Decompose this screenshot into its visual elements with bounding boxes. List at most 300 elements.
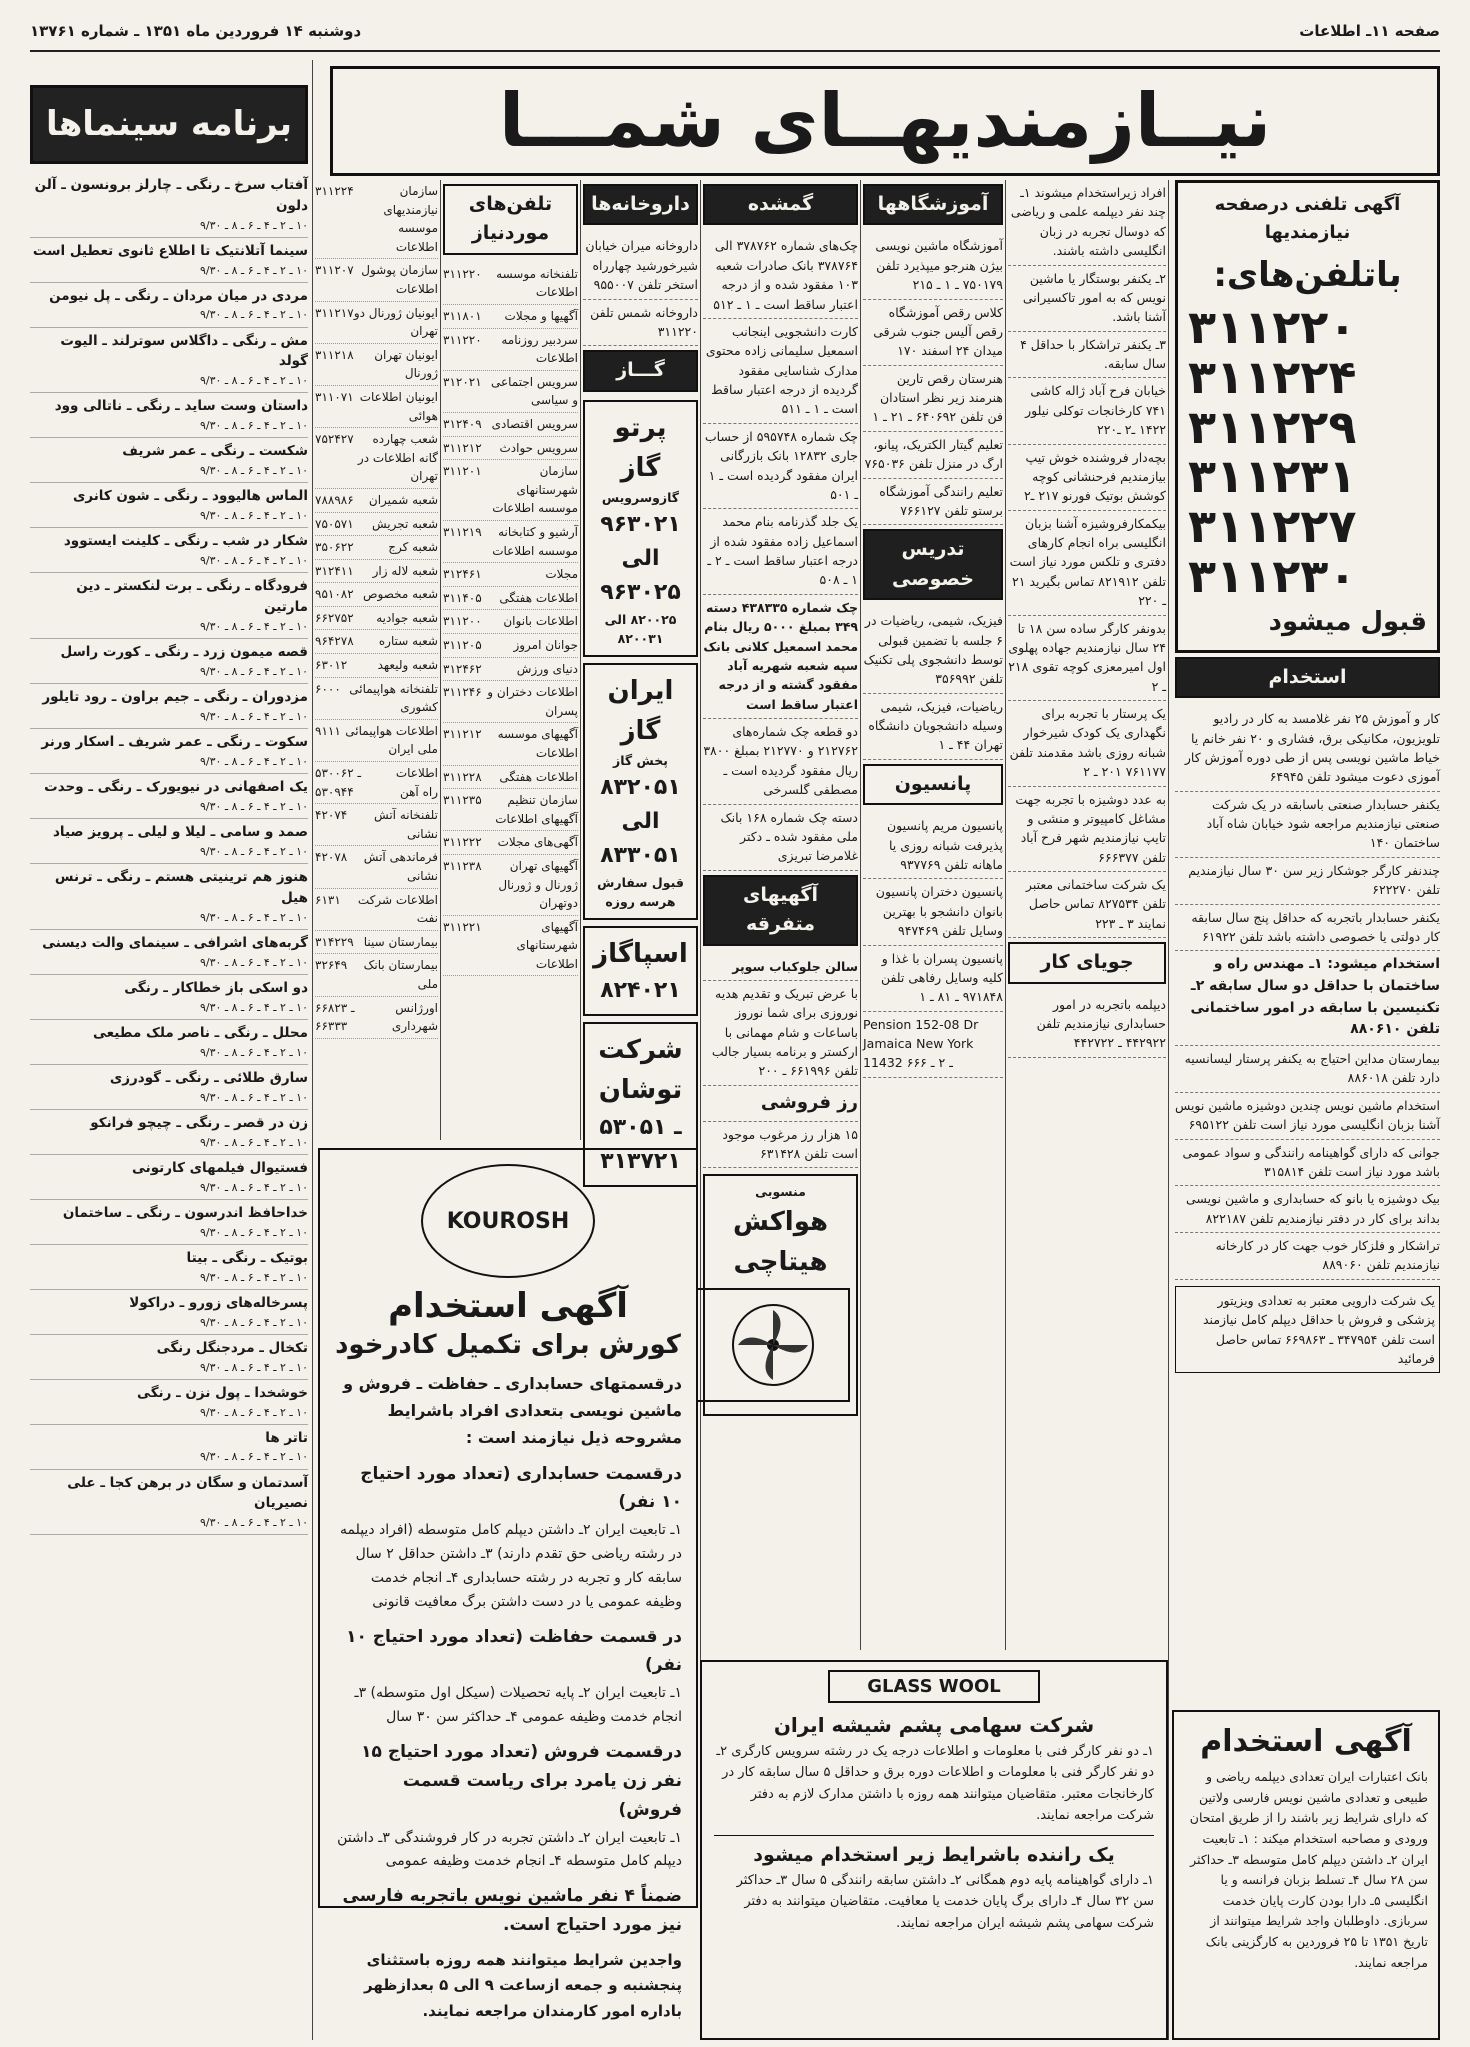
directory-number: ۳۱۱۲۱۲ xyxy=(443,440,482,455)
directory-row xyxy=(443,437,578,461)
directory-number: ۳۱۱۲۱۹ xyxy=(443,525,482,539)
classified-entry: ۳ـ یکنفر تراشکار با حداقل ۴ سال سابقه. xyxy=(1008,332,1166,379)
directory-label: آگهی‌های مجلات xyxy=(497,835,578,850)
ad-title: سالن جلوکباب سوپر xyxy=(703,954,858,981)
directory-label: اطلاعات هفتگی xyxy=(499,769,578,784)
classified-entry: به عدد دوشیزه با تجربه جهت مشاغل کامپیوتر و منشی و تایپ نیازمندیم شهر فرح آباد تلفن ۶۶۶۳۷۷ xyxy=(1008,787,1166,873)
cinema-column xyxy=(30,85,308,2040)
kourosh-section-body: ۱ـ تابعیت ایران ۲ـ پایه تحصیلات (سیکل اول متوسطه) ۳ـ انجام خدمت وظیفه عمومی ۴ـ حداکثر سن ۳۰ سال xyxy=(354,1685,682,1726)
directory-label: سازمان شهرستانهای موسسه اطلاعات xyxy=(492,464,578,516)
divider xyxy=(1168,180,1169,2040)
directory-label: ایونیان ژورنال دو تهران xyxy=(353,305,438,339)
classified-entry: چک‌های شماره ۳۷۸۷۶۲ الی ۳۷۸۷۶۴ بانک صادرات شعبه ۱۰۳ مفقود شده و از درجه اعتبار ساقط است ـ ۱ ـ ۵۱۲ xyxy=(703,233,858,319)
classified-entry: آموزشگاه ماشین نویسی بیژن هنرجو میپذیرد تلفن ۷۵۰۱۷۹ ـ ۱ ـ ۲۱۵ xyxy=(863,233,1003,299)
showtimes: ۱۰ ـ ۲ ـ ۴ ـ ۶ ـ ۸ ـ ۹/۳۰ xyxy=(199,419,308,433)
classifieds-banner xyxy=(330,66,1440,176)
cinema-listing xyxy=(30,975,308,1020)
directory-number: ۳۱۱۲۰۷ xyxy=(315,263,354,278)
directory-row xyxy=(443,413,578,437)
classified-entry: تعلیم رانندگی آموزشگاه برستو تلفن ۷۶۶۱۲۷ xyxy=(863,479,1003,526)
divider xyxy=(440,180,441,1140)
directory-number: ۳۱۲۴۶۱ xyxy=(443,567,482,582)
showtimes: ۱۰ ـ ۲ ـ ۴ ـ ۶ ـ ۸ ـ ۹/۳۰ xyxy=(199,1270,308,1284)
gas-ad-sub: پخش گاز xyxy=(613,753,668,769)
film-title: شکار در شب ـ رنگی ـ کلینت ایستوود xyxy=(63,533,308,550)
directory-label: اطلاعات دختران و پسران xyxy=(487,685,578,718)
page-number: صفحه ۱۱ـ اطلاعات xyxy=(1299,22,1440,40)
bank-ad-body: بانک اعتبارات ایران تعدادی دیپلمه ریاضی و طبیعی و تعدادی ماشین نویس فارسی ولاتین که دارای شرایط زیر باشند را از طریق امتحان ورودی و مصاحبه استخدام میکند : ۱ـ تابعیت ایران ۲ـ داشتن دیپلم کامل متوسطه ۳ـ حداکثر سن ۲۸ سال ۴ـ تسلط بزبان فرانسه و یا انگلیسی ۵ـ دارا بودن کارت پایان خدمت سربازی. داوطلبان واجد شرایط میتوانند از تاریخ ۱۳۵۱ تا ۲۵ فروردین به کارگزینی بانک مراجعه نمایند. xyxy=(1189,1769,1428,1970)
cinema-listing xyxy=(30,393,308,438)
directory-label: شعبه ستاره xyxy=(378,634,438,649)
directory-row xyxy=(315,489,438,513)
directory-number: ۳۱۱۲۲۲ xyxy=(443,835,482,850)
film-title: آسدتمان و سگان در برهن کجا ـ علی نصیریان xyxy=(67,1474,308,1512)
directory-number: ۶۰۰۰ xyxy=(315,681,341,696)
directory-label: شعبه شمیران xyxy=(368,492,438,507)
cinema-listing xyxy=(30,573,308,639)
ad-title: رز فروشی xyxy=(703,1086,858,1122)
directory-label: اطلاعات هفتگی xyxy=(499,590,578,605)
classified-entry: یکنفر حسابدار باتجربه که حداقل پنج سال سابقه کار دولتی یا خصوصی داشته باشد تلفن ۶۱۹۲۲ xyxy=(1175,905,1440,952)
showtimes: ۱۰ ـ ۲ ـ ۴ ـ ۶ ـ ۸ ـ ۹/۳۰ xyxy=(199,1225,308,1239)
gas-ad-name: ایران گاز xyxy=(607,675,674,747)
divider xyxy=(860,180,861,1650)
classified-entry: ۱۵ هزار رز مرغوب موجود است تلفن ۶۳۱۴۲۸ xyxy=(703,1122,858,1169)
directory-label: بیمارستان بانک ملی xyxy=(363,958,438,991)
divider xyxy=(312,60,313,2040)
film-title: سکوت ـ رنگی ـ عمر شریف ـ اسکار ورنر xyxy=(41,734,308,751)
pharmacy-entry: داروخانه میران خیابان شیرخورشید چهارراه استخر تلفن ۹۵۵۰۰۷ xyxy=(583,233,698,299)
showtimes: ۱۰ ـ ۲ ـ ۴ ـ ۶ ـ ۸ ـ ۹/۳۰ xyxy=(199,1516,308,1530)
glass-wool-ad xyxy=(700,1660,1168,2040)
film-title: شکست ـ رنگی ـ عمر شریف xyxy=(122,443,308,460)
gas-ad-phones: ۹۶۳۰۲۱ الی ۹۶۳۰۲۵ xyxy=(600,511,681,605)
directory-number: ۹۵۱۰۸۲ xyxy=(315,587,354,602)
gas-ad-phones: ۵۳۰۵۱ ـ ۳۱۳۷۲۱ xyxy=(599,1114,682,1174)
directory-number: ۳۲۶۴۹ xyxy=(315,958,348,973)
directory-row xyxy=(315,630,438,654)
hitachi-fan-ad xyxy=(703,1174,858,1416)
directory-row xyxy=(315,513,438,537)
page-header xyxy=(30,22,1440,46)
directory-number: ۳۱۲۴۰۹ xyxy=(443,417,482,432)
cinema-listing xyxy=(30,1065,308,1110)
directory-number: ۳۱۱۲۳۵ xyxy=(443,793,482,808)
classified-entry: هنرستان رقص تارین هنرمند زیر نظر استادان فن تلفن ۶۴۰۶۹۲ ـ ۲۱ ـ ۱ xyxy=(863,366,1003,432)
directory-number: ۶۳۰۱۲ xyxy=(315,658,348,673)
kourosh-footer: واجدین شرایط میتوانند همه روزه باستثنای پنجشنبه و جمعه ازساعت ۹ الی ۵ بعدازظهر باداره امور کارمندان مراجعه نمایند. xyxy=(364,1950,682,2020)
directory-row xyxy=(443,305,578,329)
fan-icon xyxy=(696,1288,850,1402)
directory-number: ۳۱۱۲۰۱ xyxy=(443,464,482,479)
directory-number: ۷۸۸۹۸۶ xyxy=(315,492,354,507)
directory-row xyxy=(443,563,578,587)
directory-label: تلفنخانه هواپیمائی کشوری xyxy=(349,681,438,715)
column-3 xyxy=(703,180,858,1650)
showtimes: ۱۰ ـ ۲ ـ ۴ ـ ۶ ـ ۸ ـ ۹/۳۰ xyxy=(199,1450,308,1464)
cinema-list xyxy=(30,172,308,1536)
directory-label: آرشیو و کتابخانه موسسه اطلاعات xyxy=(492,525,578,558)
showtimes: ۱۰ ـ ۲ ـ ۴ ـ ۶ ـ ۸ ـ ۹/۳۰ xyxy=(199,710,308,724)
cinema-listing xyxy=(30,1200,308,1245)
film-title: خوشخدا ـ پول نزن ـ رنگی xyxy=(137,1384,308,1401)
directory-number: ۳۱۱۲۱۷ xyxy=(315,305,354,320)
directory-row xyxy=(315,931,438,955)
film-title: تاتر ها xyxy=(265,1429,308,1446)
cinema-listing xyxy=(30,528,308,573)
divider xyxy=(580,180,581,1140)
film-title: یک اصفهانی در نیویورک ـ رنگی ـ وحدت xyxy=(44,779,308,796)
directory-number: ۳۱۱۲۲۰ xyxy=(443,266,482,281)
section-heading-tadris: تدریس خصوصی xyxy=(863,529,1003,600)
directory-row xyxy=(315,762,438,804)
phones-line2: باتلفن‌های: xyxy=(1213,254,1402,295)
film-title: دو اسکی باز خطاکار ـ رنگی xyxy=(124,979,308,996)
section-heading-jooyay-kar: جویای کار xyxy=(1008,942,1166,983)
cinema-listing xyxy=(30,1245,308,1290)
film-title: آفتاب سرخ ـ رنگی ـ چارلز برونسون ـ آلن دلون xyxy=(34,176,308,214)
directory-label: شعبه مخصوص xyxy=(363,587,438,602)
film-title: زن در قصر ـ رنگی ـ چیچو فرانکو xyxy=(90,1114,308,1131)
cinema-heading: برنامه سینماها xyxy=(30,85,308,164)
glass-wool-body: ۱ـ دو نفر کارگر فنی با معلومات و اطلاعات درجه یک در رشته سرویس کارگری ۲ـ دو نفر کارگر فنی با معلومات و اطلاعات دوره برق و حداقل ۵ سال سابقه کار در کارخانجات معتبر. متقاضیان میتوانند همه روزه با داشتن مدارک لازم به دفتر شرکت مراجعه نمایند. xyxy=(716,1744,1154,1824)
phone-directory xyxy=(315,180,438,1039)
kourosh-note: ضمناً ۴ نفر ماشین نویس باتجربه فارسی نیز مورد احتیاج است. xyxy=(342,1886,682,1936)
directory-label: آگهیهای شهرستانهای اطلاعات xyxy=(516,919,578,971)
kourosh-section-title: درقسمت فروش (تعداد مورد احتیاج ۱۵ نفر زن یامرد برای ریاست قسمت فروش) xyxy=(361,1741,682,1820)
directory-number: ۴۲۰۷۴ xyxy=(315,808,348,823)
directory-number: ۳۱۱۲۳۸ xyxy=(443,858,482,873)
cinema-listing xyxy=(30,1020,308,1065)
cinema-listing xyxy=(30,238,308,283)
directory-row xyxy=(315,804,438,846)
gas-ad-phones: ۸۳۲۰۵۱ الی ۸۳۳۰۵۱ xyxy=(600,774,681,868)
directory-label: اورژانس شهرداری xyxy=(391,1000,438,1034)
pharmacy-entry: داروخانه شمس تلفن ۳۱۱۲۲۰ xyxy=(583,300,698,347)
directory-row xyxy=(315,654,438,678)
section-heading-estekhdam: استخدام xyxy=(1175,657,1440,698)
cinema-listing xyxy=(30,1335,308,1380)
directory-row xyxy=(315,583,438,607)
classified-entry: تعلیم گیتار الکتریک، پیانو، ارگ در منزل تلفن ۷۶۵۰۳۶ xyxy=(863,432,1003,479)
glass-wool-logo: GLASS WOOL xyxy=(828,1670,1040,1703)
cinema-listing xyxy=(30,639,308,684)
directory-row xyxy=(315,954,438,996)
kourosh-title: آگهی استخدام xyxy=(388,1286,628,1326)
cinema-listing xyxy=(30,1110,308,1155)
gas-ad-name: پرتو گاز xyxy=(614,412,667,484)
classified-entry: کارت دانشجویی اینجانب اسمعیل سلیمانی زاده محتوی مدارک شناسایی مفقود گردیده از درجه اعتبار ساقط است ـ ۱ ـ ۵۱۱ xyxy=(703,319,858,424)
directory-number: ۷۵۲۴۲۷ xyxy=(315,432,354,447)
directory-number: ۳۱۲۴۱۱ xyxy=(315,563,354,578)
showtimes: ۱۰ ـ ۲ ـ ۴ ـ ۶ ـ ۸ ـ ۹/۳۰ xyxy=(199,665,308,679)
phone-number: ۳۱۱۲۲۴ xyxy=(1188,350,1357,405)
gas-ad-extra: قبول سفارش هرسه روزه xyxy=(597,875,684,910)
directory-label: آگهیهای موسسه اطلاعات xyxy=(497,727,578,760)
film-title: سارق طلائی ـ رنگی ـ گودرزی xyxy=(109,1069,308,1086)
directory-label: جوانان امروز xyxy=(513,637,578,652)
directory-number: ۵۳۰۰۶۲ ـ ۵۳۰۹۴۴ xyxy=(315,766,362,799)
directory-number: ۹۶۴۲۷۸ xyxy=(315,634,354,649)
directory-label: ایونیان اطلاعات هوائی xyxy=(359,389,438,423)
bank-employment-ad xyxy=(1172,1710,1440,2040)
directory-number: ۳۱۲۰۲۱ xyxy=(443,374,482,389)
gas-ad xyxy=(583,926,698,1016)
cinema-listing xyxy=(30,438,308,483)
directory-label: شعبه ولیعهد xyxy=(377,658,438,673)
directory-row xyxy=(315,560,438,584)
kourosh-section-body: ۱ـ تابعیت ایران ۲ـ داشتن تجربه در کار فروشندگی ۳ـ داشتن دیپلم کامل متوسطه ۴ـ انجام خدمت وظیفه عمومی xyxy=(337,1829,682,1870)
cinema-listing xyxy=(30,930,308,975)
directory-label: سازمان پوشول اطلاعات xyxy=(361,263,438,296)
directory-label: شعبه تجریش xyxy=(371,516,438,531)
kourosh-section-title: در قسمت حفاظت (تعداد مورد احتیاج ۱۰ نفر) xyxy=(346,1626,682,1676)
directory-label: سازمان تنظیم آگهیهای اطلاعات xyxy=(495,793,578,826)
classified-entry: با عرض تبریک و تقدیم هدیه نوروزی برای شما نوروز باساعات و شام مهمانی با ارکستر و برنامه بسیار جالب تلفن ۶۶۱۹۹۶ ـ ۲۰۰ xyxy=(703,981,858,1086)
directory-row xyxy=(315,720,438,762)
directory-number: ۳۱۱۲۲۱ xyxy=(443,919,482,934)
directory-number: ۷۵۰۵۷۱ xyxy=(315,516,354,531)
section-heading-telephones: تلفن‌های موردنیاز xyxy=(443,184,578,255)
classified-entry: کلاس رقص آموزشگاه رقص آلیس جنوب شرقی میدان ۲۴ اسفند ۱۷۰ xyxy=(863,300,1003,366)
classified-entry: یک شرکت ساختمانی معتبر تلفن ۸۲۷۵۳۴ تماس حاصل نمایند ۳ ـ ۲۲۳ xyxy=(1008,872,1166,938)
cinema-listing xyxy=(30,172,308,238)
classified-entry: پانسیون دختران پانسیون بانوان دانشجو با بهترین وسایل تلفن ۹۴۷۴۶۹ xyxy=(863,879,1003,945)
directory-label: سازمان نیازمندیهای موسسه اطلاعات xyxy=(383,184,438,254)
directory-label: سرویس حوادث xyxy=(499,440,578,455)
directory-number: ۳۱۱۲۲۴ xyxy=(315,184,354,198)
classified-entry: ریاضیات، فیزیک، شیمی وسیله دانشجویان دانشگاه تهران ۴۴ ـ ۱ xyxy=(863,694,1003,760)
classified-entry: جوانی که دارای گواهینامه رانندگی و سواد عمومی باشد مورد نیاز است تلفن ۳۱۵۸۱۴ xyxy=(1175,1140,1440,1187)
classified-entry: چک شماره ۴۳۸۳۳۵ دسته ۳۴۹ بمبلغ ۵۰۰۰ ریال بنام محمد اسمعیل کلانی بانک سپه شعبه شهریه آباد مفقود گشته و از درجه اعتبار ساقط است xyxy=(703,595,858,719)
section-heading-pansion: پانسیون xyxy=(863,764,1003,805)
glass-wool-title2: یک راننده باشرایط زیر استخدام میشود xyxy=(753,1843,1115,1866)
classified-entry: دو قطعه چک شماره‌های ۲۱۲۷۶۲ و ۲۱۲۷۷۰ بمبلغ ۳۸۰۰ ریال مفقود گردیده است ـ مصطفی گلسرخی xyxy=(703,719,858,805)
ac-title: هواکش هیتاچی xyxy=(732,1206,829,1278)
directory-row xyxy=(315,259,438,301)
showtimes: ۱۰ ـ ۲ ـ ۴ ـ ۶ ـ ۸ ـ ۹/۳۰ xyxy=(199,800,308,813)
phone-number: ۳۱۱۲۲۰ xyxy=(1188,300,1357,355)
directory-label: سرویس اقتصادی xyxy=(491,417,578,432)
film-title: مش ـ رنگی ـ داگلاس سوترلند ـ الیوت گولد xyxy=(60,332,308,370)
film-title: هنوز هم ترینیتی هستم ـ رنگی ـ ترنس هیل xyxy=(54,869,308,906)
bank-ad-title: آگهی استخدام xyxy=(1200,1724,1412,1759)
cinema-listing xyxy=(30,819,308,864)
showtimes: ۱۰ ـ ۲ ـ ۴ ـ ۶ ـ ۸ ـ ۹/۳۰ xyxy=(199,844,308,858)
directory-row xyxy=(443,634,578,658)
film-title: مزدوران ـ رنگی ـ جیم براون ـ رود تایلور xyxy=(42,689,308,706)
classified-entry: بیکمکارفروشیزه آشنا بزبان انگلیسی براه انجام کارهای دفتری و تلکس مورد نیاز است تلفن ۸۲۱۹۱۲ تماس بگیرید ۲۱ ـ ۲۲۰ xyxy=(1008,511,1166,616)
classified-entry: دسته چک شماره ۱۶۸ بانک ملی مفقود شده ـ دکتر غلامرضا تبریزی xyxy=(703,805,858,871)
gas-ad-sub: گازوسرویس xyxy=(601,490,680,506)
directory-row xyxy=(443,263,578,305)
film-title: محلل ـ رنگی ـ ناصر ملک مطیعی xyxy=(93,1024,308,1041)
kourosh-section-title: درقسمت حسابداری (تعداد مورد احتیاج ۱۰ نفر) xyxy=(360,1463,682,1513)
header-rule xyxy=(30,50,1440,52)
directory-number: ۶۶۸۲۳ ـ ۶۶۳۳۳ xyxy=(315,1000,355,1034)
classified-entry: بیمارستان مداین احتیاج به یکنفر پرستار لیسانسیه دارد تلفن ۸۸۶۰۱۸ xyxy=(1175,1046,1440,1093)
directory-label: دنیای ورزش xyxy=(516,661,578,676)
showtimes: ۱۰ ـ ۲ ـ ۴ ـ ۶ ـ ۸ ـ ۹/۳۰ xyxy=(199,1405,308,1419)
phone-numbers-box xyxy=(1175,180,1440,653)
directory-row xyxy=(443,371,578,413)
showtimes: ۱۰ ـ ۲ ـ ۴ ـ ۶ ـ ۸ ـ ۹/۳۰ xyxy=(199,308,308,322)
classified-entry: بیک دوشیزه یا بانو که حسابداری و ماشین نویسی بداند برای کار در دفتر نیازمندیم تلفن ۸۲۲۱۸۷ xyxy=(1175,1186,1440,1233)
classified-entry: یک پرستار با تجربه برای نگهداری یک کودک شیرخوار شبانه روزی باشد مقدمند تلفن ۷۶۱۱۷۷ ۲۰۱ ـ ۲ xyxy=(1008,701,1166,787)
showtimes: ۱۰ ـ ۲ ـ ۴ ـ ۶ ـ ۸ ـ ۹/۳۰ xyxy=(199,1045,308,1059)
directory-number: ۳۱۲۴۶۲ xyxy=(443,661,482,676)
phones-line3: قبول میشود xyxy=(1268,606,1427,637)
directory-label: تلفنخانه موسسه اطلاعات xyxy=(496,266,578,300)
phone-number: ۳۱۱۲۲۹ xyxy=(1188,399,1357,454)
showtimes: ۱۰ ـ ۲ ـ ۴ ـ ۶ ـ ۸ ـ ۹/۳۰ xyxy=(199,1315,308,1329)
directory-row xyxy=(443,916,578,977)
showtimes: ۱۰ ـ ۲ ـ ۴ ـ ۶ ـ ۸ ـ ۹/۳۰ xyxy=(199,910,308,924)
column-4 xyxy=(583,180,698,1174)
cinema-listing xyxy=(30,1380,308,1425)
gas-ad xyxy=(583,663,698,920)
showtimes: ۱۰ ـ ۲ ـ ۴ ـ ۶ ـ ۸ ـ ۹/۳۰ xyxy=(199,755,308,769)
ac-sub: منسوبی xyxy=(755,1184,806,1200)
banner-title: نیــازمندیهــای شمـــا xyxy=(498,78,1272,164)
cinema-listing xyxy=(30,1470,308,1536)
directory-row xyxy=(443,329,578,371)
classified-entry: پانسیون مریم پانسیون پذیرفت شبانه روزی یا ماهانه تلفن ۹۳۷۷۶۹ xyxy=(863,813,1003,879)
showtimes: ۱۰ ـ ۲ ـ ۴ ـ ۶ ـ ۸ ـ ۹/۳۰ xyxy=(199,263,308,277)
directory-label: آگهیهای تهران ژورنال و ژورنال دوتهران xyxy=(498,858,578,911)
directory-number: ۳۱۱۲۴۶ xyxy=(443,685,482,700)
directory-number: ۶۱۳۱ xyxy=(315,892,341,907)
classified-entry: بچه‌دار فروشنده خوش تیپ بیازمندیم فرحنشانی کوچه کوشش بوتیک فورنو ۲۱۷ ـ۲ xyxy=(1008,445,1166,511)
classified-entry: استخدام ماشین نویس چندین دوشیزه ماشین نویس آشنا بزبان انگلیسی مورد نیاز است تلفن ۶۹۵۱۲۲ xyxy=(1175,1093,1440,1140)
separator xyxy=(714,1835,1154,1836)
phone-number: ۳۱۱۲۲۷ xyxy=(1188,499,1357,554)
column-5 xyxy=(443,180,578,1140)
film-title: قصه میمون زرد ـ رنگی ـ کورت راسل xyxy=(60,644,308,661)
directory-row xyxy=(315,678,438,720)
classified-entry: یکنفر حسابدار صنعتی باسابقه در یک شرکت صنعتی نیازمندیم مراجعه شود خیابان شاه آباد ساختمان ۱۴۰ xyxy=(1175,792,1440,858)
showtimes: ۱۰ ـ ۲ ـ ۴ ـ ۶ ـ ۸ ـ ۹/۳۰ xyxy=(199,464,308,478)
classified-entry: یک جلد گذرنامه بنام محمد اسماعیل زاده مفقود شده از درجه اعتبار ساقط است ـ ۲ ـ ۱ ـ ۵۰۸ xyxy=(703,509,858,595)
column-6 xyxy=(315,180,438,1140)
cinema-listing xyxy=(30,283,308,328)
cinema-listing xyxy=(30,1155,308,1200)
directory-row xyxy=(315,344,438,386)
film-title: سینما آتلانتیک تا اطلاع ثانوی تعطیل است xyxy=(32,242,308,259)
phone-directory xyxy=(443,263,578,977)
showtimes: ۱۰ ـ ۲ ـ ۴ ـ ۶ ـ ۸ ـ ۹/۳۰ xyxy=(199,1360,308,1374)
directory-label: شعب چهارده گانه اطلاعات در تهران xyxy=(357,432,438,484)
classified-entry: کار و آموزش ۲۵ نفر غلامسد به کار در رادیو تلویزیون، مکانیکی برق، فشاری و ۲۰ نفر خانم یا خیاط ماشین نویسی پس از طی دوره آموزش کار آموزی دعوت میشود تلفن ۶۴۹۴۵ xyxy=(1175,706,1440,792)
directory-number: ۳۱۱۲۰۵ xyxy=(443,637,482,652)
section-heading-darukhaneh: داروخانه‌ها xyxy=(583,184,698,225)
directory-row xyxy=(443,587,578,611)
kourosh-section-body: ۱ـ تابعیت ایران ۲ـ داشتن دیپلم کامل متوسطه (افراد دیپلمه در رشته ریاضی حق تقدم دارند) ۳ـ داشتن حداقل ۲ سال سابقه کار و تجربه در رشته حسابداری ۴ـ انجام خدمت وظیفه عمومی یا در دست داشتن برگ معافیت قانونی xyxy=(339,1522,682,1610)
directory-label: تلفنخانه آتش نشانی xyxy=(374,808,438,841)
showtimes: ۱۰ ـ ۲ ـ ۴ ـ ۶ ـ ۸ ـ ۹/۳۰ xyxy=(199,1000,308,1014)
phone-number: ۳۱۱۲۳۰ xyxy=(1188,548,1357,603)
glass-wool-title: شرکت سهامی پشم شیشه ایران xyxy=(773,1713,1095,1737)
cinema-listing xyxy=(30,864,308,930)
showtimes: ۱۰ ـ ۲ ـ ۴ ـ ۶ ـ ۸ ـ ۹/۳۰ xyxy=(199,554,308,568)
showtimes: ۱۰ ـ ۲ ـ ۴ ـ ۶ ـ ۸ ـ ۹/۳۰ xyxy=(199,1090,308,1104)
showtimes: ۱۰ ـ ۲ ـ ۴ ـ ۶ ـ ۸ ـ ۹/۳۰ xyxy=(199,955,308,969)
directory-number: ۳۱۱۲۲۸ xyxy=(443,769,482,784)
directory-number: ۳۵۰۶۲۲ xyxy=(315,540,354,555)
directory-label: شعبه لاله زار xyxy=(372,563,438,578)
section-heading-gomshodeh: گمشده xyxy=(703,184,858,225)
section-heading-motefareqeh: آگهیهای متفرقه xyxy=(703,875,858,946)
directory-row xyxy=(315,846,438,888)
directory-label: فرماندهی آتش نشانی xyxy=(363,850,438,883)
cinema-listing xyxy=(30,774,308,819)
film-title: صمد و سامی ـ لیلا و لیلی ـ پرویز صیاد xyxy=(52,824,308,841)
column-1 xyxy=(1008,180,1166,1650)
directory-row xyxy=(315,536,438,560)
classified-entry: پانسیون پسران با غذا و کلیه وسایل رفاهی تلفن ۹۷۱۸۴۸ ـ ۸۱ ـ ۱ xyxy=(863,946,1003,1012)
cinema-listing xyxy=(30,729,308,774)
classified-entry: Pension 152-08 Dr Jamaica New York 11432 ـ ۲ ـ ۶۶۶ xyxy=(863,1012,1003,1078)
phone-number: ۳۱۱۲۳۱ xyxy=(1188,449,1357,504)
directory-label: شعبه کرج xyxy=(388,540,438,555)
classified-entry: افراد زیراستخدام میشوند ۱ـ چند نفر دیپلمه علمی و ریاضی که دوسال تجربه در زبان انگلیسی داشته باشند. xyxy=(1008,180,1166,266)
cinema-listing xyxy=(30,684,308,729)
directory-label: بیمارستان سینا xyxy=(363,934,438,949)
directory-label: اطلاعات بانوان xyxy=(503,614,578,629)
directory-label: ایونیان تهران ژورنال xyxy=(374,347,438,381)
directory-row xyxy=(443,658,578,682)
film-title: فستیوال فیلمهای کارتونی xyxy=(131,1159,308,1176)
directory-number: ۳۱۱۲۱۸ xyxy=(315,347,354,362)
film-title: الماس هالیوود ـ رنگی ـ شون کانری xyxy=(72,488,308,505)
directory-label: آگهیها و مجلات xyxy=(504,309,578,324)
directory-row xyxy=(315,889,438,931)
showtimes: ۱۰ ـ ۲ ـ ۴ ـ ۶ ـ ۸ ـ ۹/۳۰ xyxy=(199,1180,308,1194)
cinema-listing xyxy=(30,1425,308,1470)
gas-ad-name: اسپاگاز xyxy=(593,938,688,969)
showtimes: ۱۰ ـ ۲ ـ ۴ ـ ۶ ـ ۸ ـ ۹/۳۰ xyxy=(199,509,308,523)
film-title: داستان وست ساید ـ رنگی ـ ناتالی وود xyxy=(54,398,308,415)
directory-row xyxy=(315,428,438,489)
kourosh-subtitle: کورش برای تکمیل کادرخود xyxy=(335,1330,681,1360)
directory-row xyxy=(443,831,578,855)
showtimes: ۱۰ ـ ۲ ـ ۴ ـ ۶ ـ ۸ ـ ۹/۳۰ xyxy=(199,1135,308,1149)
directory-row xyxy=(315,997,438,1039)
film-title: خداحافظ اندرسون ـ رنگی ـ ساختمان xyxy=(62,1204,308,1221)
directory-number: ۳۱۱۰۷۱ xyxy=(315,389,354,404)
kourosh-body xyxy=(334,1370,682,2024)
gas-ad-extra: ۸۲۰۰۲۵ الی ۸۲۰۰۳۱ xyxy=(604,612,677,647)
film-title: تکخال ـ مردجنگل رنگی xyxy=(156,1339,308,1356)
divider xyxy=(1005,180,1006,1650)
cinema-listing xyxy=(30,483,308,528)
directory-row xyxy=(443,681,578,723)
classified-entry: چندنفر کارگر جوشکار زیر سن ۳۰ سال نیازمندیم تلفن ۶۲۲۲۷۰ xyxy=(1175,858,1440,905)
directory-number: ۳۱۱۸۰۱ xyxy=(443,309,482,324)
directory-row xyxy=(315,607,438,631)
directory-label: اطلاعات شرکت نفت xyxy=(357,892,438,926)
kourosh-employment-ad xyxy=(318,1148,698,2020)
classified-entry: بدونفر کارگر ساده سن ۱۸ تا ۲۴ سال نیازمندیم جهاده پهلوی اول امیرمعزی کوچه تقوی ۲۱۸ ـ ۲ xyxy=(1008,616,1166,702)
directory-row xyxy=(315,386,438,428)
film-title: بوتیک ـ رنگی ـ بیتا xyxy=(186,1249,308,1266)
phones-line1: آگهی تلفنی درصفحه نیازمندیها xyxy=(1214,194,1401,243)
directory-row xyxy=(443,723,578,765)
cinema-listing xyxy=(30,1290,308,1335)
directory-label: مجلات xyxy=(545,567,578,582)
directory-row xyxy=(315,302,438,344)
column-right xyxy=(1175,180,1440,1705)
